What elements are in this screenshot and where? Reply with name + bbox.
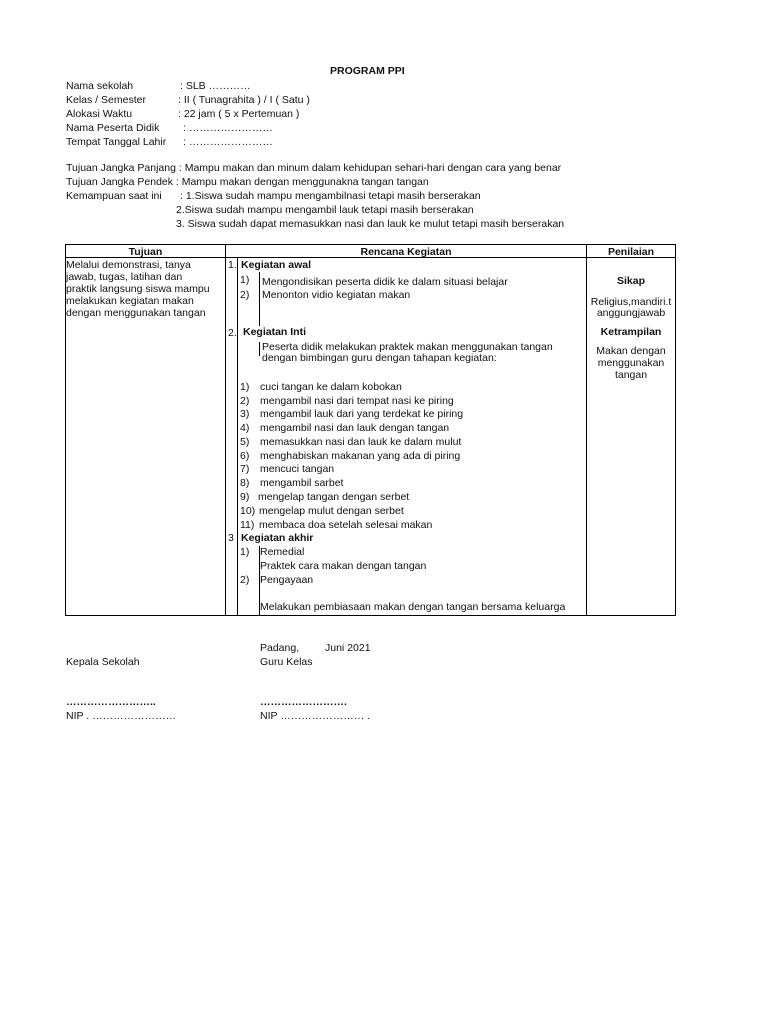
step-text: mengelap mulut dengan serbet <box>259 505 404 517</box>
headmaster-title: Kepala Sekolah <box>66 656 140 668</box>
step-text: mengambil nasi dan lauk dengan tangan <box>260 422 450 434</box>
identity-value: : …………………… <box>183 136 273 148</box>
item-text: Menonton vidio kegiatan makan <box>262 289 411 301</box>
step-number: 1) <box>240 381 250 393</box>
identity-label: Nama Peserta Didik <box>66 122 160 134</box>
identity-label: Alokasi Waktu <box>66 108 133 120</box>
identity-value: : 22 jam ( 5 x Pertemuan ) <box>178 108 300 120</box>
ability-item: 2.Siswa sudah mampu mengambil lauk tetapi masih berserakan <box>176 204 474 216</box>
inti-intro: dengan bimbingan guru dengan tahapan kegiatan: <box>262 352 497 364</box>
long-term-goal: Tujuan Jangka Panjang : Mampu makan dan minum dalam kehidupan sehari-hari dengan cara yang benar <box>66 162 562 174</box>
teacher-title: Guru Kelas <box>260 656 313 668</box>
identity-value: : …………………… <box>183 122 273 134</box>
section-title: Kegiatan awal <box>241 259 312 271</box>
signature-place: Padang, <box>260 642 300 654</box>
item-number: 1) <box>240 546 250 558</box>
headmaster-nip: NIP . …………………… <box>66 710 177 722</box>
teacher-nip: NIP …………………… . <box>260 710 371 722</box>
identity-value: : SLB ………… <box>180 80 251 92</box>
section-number: 2. <box>228 327 237 339</box>
step-text: mengambil nasi dari tempat nasi ke piring <box>260 395 454 407</box>
tujuan-text: praktik langsung siswa mampu <box>66 283 210 295</box>
identity-value: : II ( Tunagrahita ) / I ( Satu ) <box>178 94 310 106</box>
headmaster-signature-line: …………………….. <box>66 696 156 708</box>
header-rencana: Rencana Kegiatan <box>360 246 452 258</box>
identity-label: Kelas / Semester <box>66 94 146 106</box>
step-number: 7) <box>240 463 250 475</box>
tujuan-text: Melalui demonstrasi, tanya <box>66 259 191 271</box>
step-number: 11) <box>240 519 255 531</box>
step-text: mengambil sarbet <box>260 477 344 489</box>
step-number: 4) <box>240 422 250 434</box>
item-text: Remedial <box>260 546 305 558</box>
ability-item: 3. Siswa sudah dapat memasukkan nasi dan lauk ke mulut tetapi masih berserakan <box>176 218 565 230</box>
sikap-text: Religius,mandiri.t <box>590 296 672 308</box>
step-number: 2) <box>240 395 250 407</box>
tujuan-text: dengan menggunakan tangan <box>66 307 206 319</box>
sikap-text: anggungjawab <box>596 307 666 319</box>
signature-date: Juni 2021 <box>325 642 371 654</box>
page-title: PROGRAM PPI <box>330 65 405 77</box>
teacher-signature-line: ……………………. <box>260 696 347 708</box>
item-text: Mengondisikan peserta didik ke dalam situasi belajar <box>262 276 508 288</box>
ability-label: Kemampuan saat ini <box>66 190 162 202</box>
tujuan-text: jawab, tugas, latihan dan <box>66 271 183 283</box>
step-number: 10) <box>240 505 256 517</box>
step-text: mengambil lauk dari yang terdekat ke piring <box>260 408 464 420</box>
keterampilan-title: Ketrampilan <box>600 326 662 338</box>
step-text: membaca doa setelah selesai makan <box>259 519 433 531</box>
identity-label: Nama sekolah <box>66 80 134 92</box>
item-text: Pengayaan <box>260 574 314 586</box>
short-term-goal: Tujuan Jangka Pendek : Mampu makan dengan menggunakna tangan tangan <box>66 176 429 188</box>
header-tujuan: Tujuan <box>128 246 163 258</box>
step-text: mencuci tangan <box>260 463 335 475</box>
step-number: 5) <box>240 436 250 448</box>
step-text: memasukkan nasi dan lauk ke dalam mulut <box>260 436 462 448</box>
item-number: 1) <box>240 274 250 286</box>
section-number: 1. <box>228 259 237 271</box>
item-number: 2) <box>240 574 250 586</box>
section-title: Kegiatan Inti <box>243 326 307 338</box>
step-number: 8) <box>240 477 250 489</box>
identity-label: Tempat Tanggal Lahir <box>66 136 167 148</box>
section-number: 3 <box>228 532 234 544</box>
step-text: mengelap tangan dengan serbet <box>258 491 410 503</box>
section-title: Kegiatan akhir <box>241 532 314 544</box>
item-text: Praktek cara makan dengan tangan <box>260 560 427 572</box>
inti-intro: Peserta didik melakukan praktek makan menggunakan tangan <box>262 341 553 353</box>
keterampilan-text: menggunakan <box>597 357 665 369</box>
ability-item: : 1.Siswa sudah mampu mengambilnasi tetapi masih berserakan <box>180 190 481 202</box>
sikap-title: Sikap <box>616 275 645 287</box>
step-text: cuci tangan ke dalam kobokan <box>260 381 402 393</box>
keterampilan-text: tangan <box>614 369 648 381</box>
header-penilaian: Penilaian <box>607 246 655 258</box>
step-number: 9) <box>240 491 250 503</box>
step-number: 3) <box>240 408 250 420</box>
step-text: menghabiskan makanan yang ada di piring <box>260 450 461 462</box>
item-text: Melakukan pembiasaan makan dengan tangan bersama keluarga <box>260 601 566 613</box>
tujuan-text: melakukan kegiatan makan <box>66 295 194 307</box>
step-number: 6) <box>240 450 250 462</box>
keterampilan-text: Makan dengan <box>596 345 666 357</box>
item-number: 2) <box>240 289 250 301</box>
